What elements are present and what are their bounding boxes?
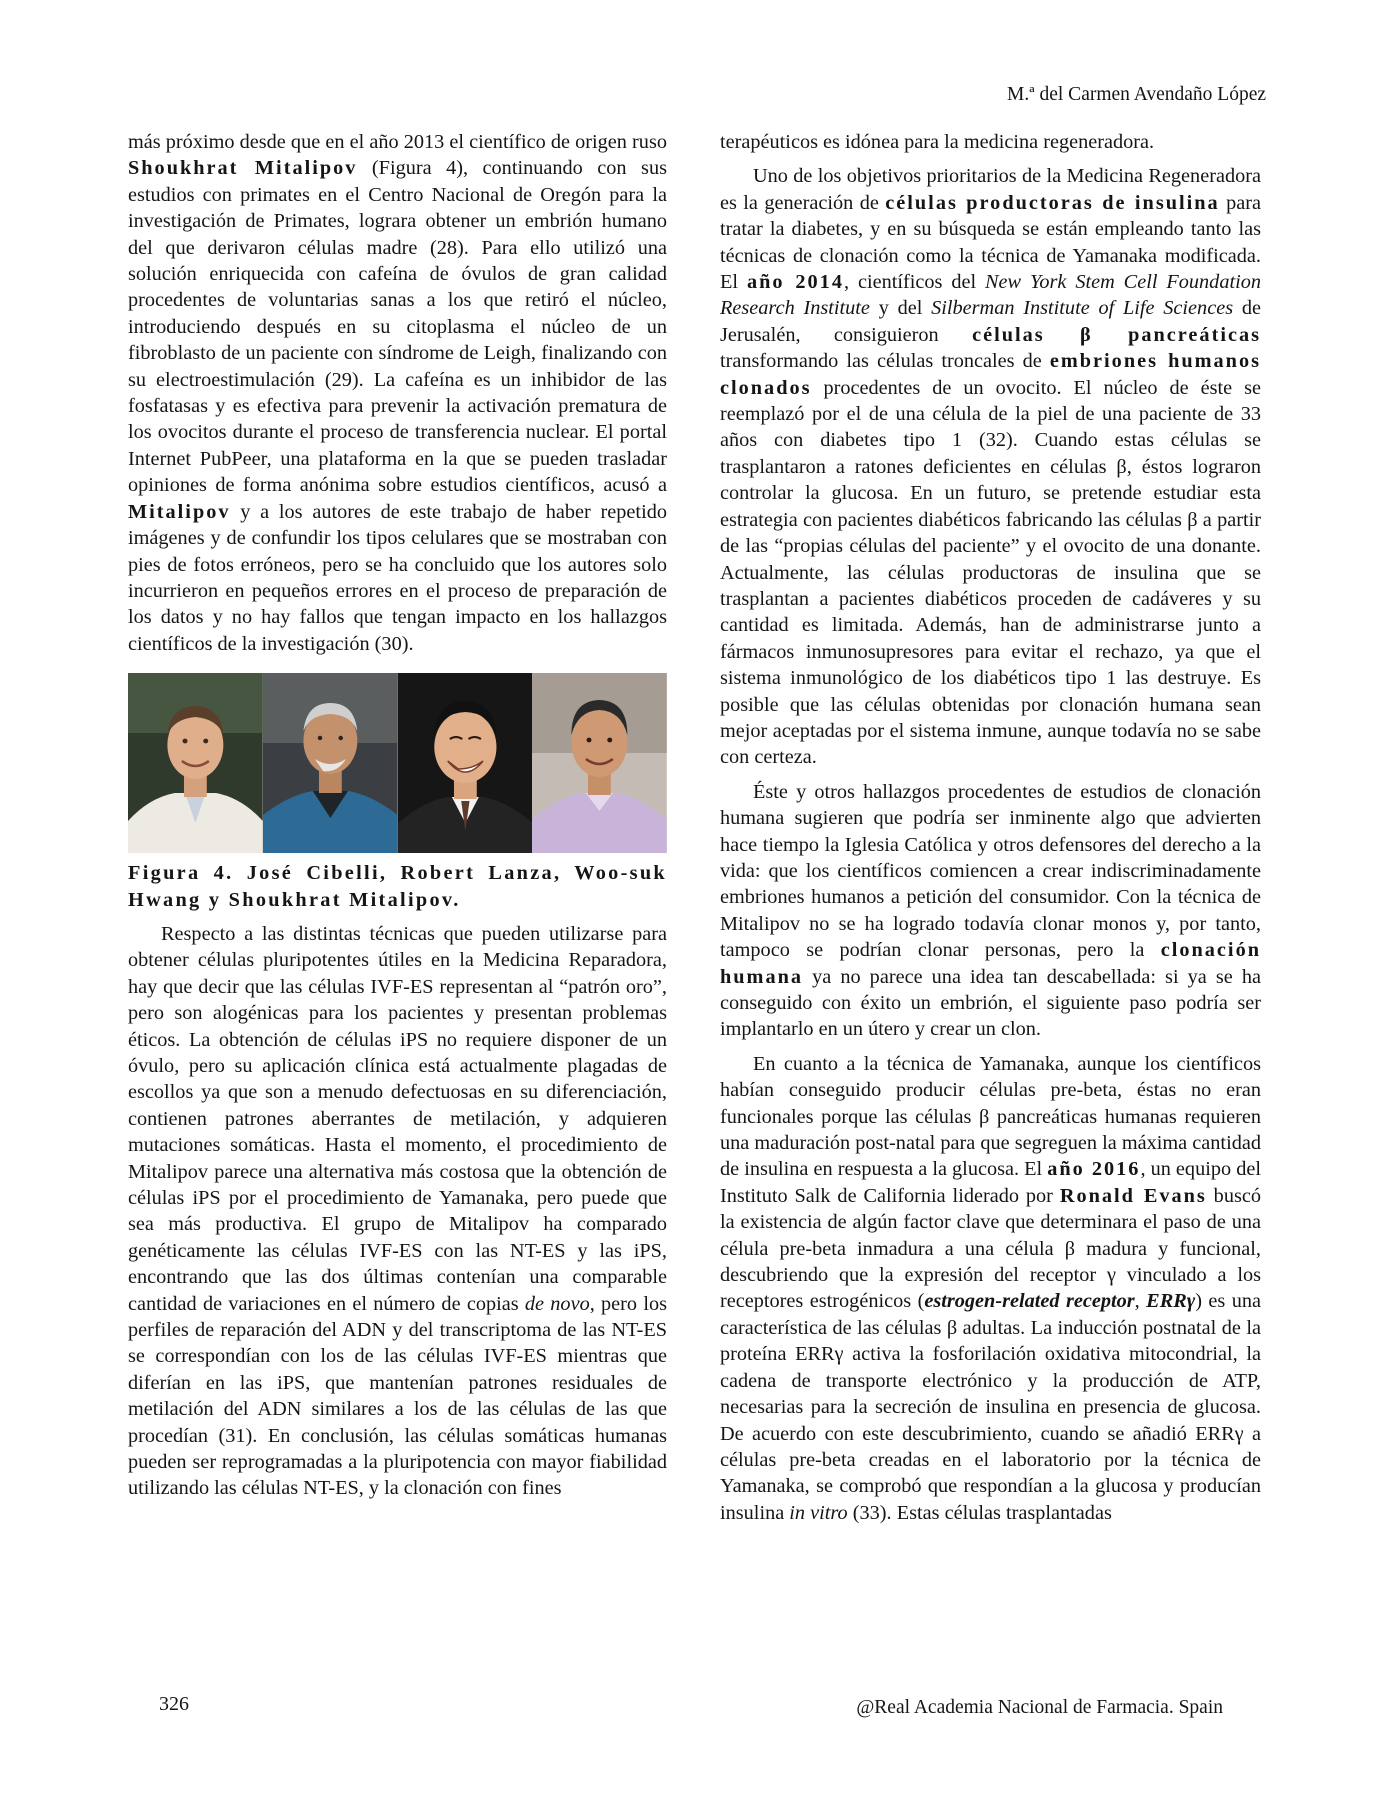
- bold-italic-term: estrogen-related receptor: [924, 1290, 1135, 1313]
- bold-term: Mitalipov: [128, 500, 231, 523]
- italic-term: Silberman Institute of Life Sciences: [931, 297, 1234, 320]
- paragraph: más próximo desde que en el año 2013 el científico de origen ruso Shoukhrat Mitalipov (Figura 4), continuando con sus estudios con primates en el Centro Nacional de Oregón para la investigación de Primates, lograra obtener un embrión humano del que derivaron células madre (28). Para ello utilizó una solución enriquecida con cafeína de óvulos de gran calidad procedentes de voluntarias sanas a los que retiró el núcleo, introduciendo después en su citoplasma el núcleo de un fibroblasto de un paciente con síndrome de Leigh, finalizando con su electroestimulación (29). La cafeína es un inhibidor de las fosfatasas y es efectiva para prevenir la activación prematura de los ovocitos durante el proceso de transferencia nuclear. El portal Internet PubPeer, una plataforma en la que se pueden trasladar opiniones de forma anónima sobre estudios científicos, acusó a Mitalipov y a los autores de este trabajo de haber repetido imágenes y de confundir los tipos celulares que se mostraban con pies de fotos erróneos, pero se ha concluido que los autores solo incurrieron en pequeños errores en el proceso de preparación de los datos y no hay fallos que tengan impacto en los hallazgos científicos de la investigación (30).: [128, 131, 667, 655]
- italic-term: de novo: [524, 1292, 590, 1315]
- paragraph: Uno de los objetivos prioritarios de la Medicina Regeneradora es la generación de células productoras de insulina para tratar la diabetes, y en su búsqueda se están empleando tanto las técnicas de clonación como la técnica de Yamanaka modificada. El año 2014, científicos del New York Stem Cell Foundation Research Institute y del Silberman Institute of Life Sciences de Jerusalén, consiguieron células β pancreáticas transformando las células troncales de embriones humanos clonados procedentes de un ovocito. El núcleo de éste se reemplazó por el de una célula de la piel de una paciente de 33 años con diabetes tipo 1 (32). Cuando estas células se trasplantaron a ratones deficientes en células β, éstos lograron controlar la glucosa. En un futuro, se pretende estudiar esta estrategia con pacientes diabéticos fabricando las células β a partir de las “propias células del paciente” y el ovocito de una donante. Actualmente, las células productoras de insulina que se trasplantan a pacientes diabéticos proceden de cadáveres y su cantidad es limitada. Además, han de administrarse junto a fármacos inmunosupresores para evitar el rechazo, ya que el sistema inmunológico de los diabéticos tipo 1 las destruye. Es posible que las células obtenidas por clonación humana sean mejor aceptadas por el sistema inmune, aunque todavía no se sabe con certeza.: [720, 165, 1262, 769]
- bold-term: Shoukhrat Mitalipov: [128, 157, 358, 180]
- portrait-photo-1: [128, 673, 263, 853]
- bold-term: Ronald Evans: [1059, 1184, 1207, 1207]
- italic-term: in vitro: [789, 1501, 848, 1524]
- page-number: 326: [159, 1693, 189, 1715]
- portrait-photo-2: [263, 673, 398, 853]
- figure-4-photo-strip: [128, 673, 667, 853]
- right-column: [720, 129, 1261, 1526]
- paragraph: Respecto a las distintas técnicas que pueden utilizarse para obtener células pluripotentes útiles en la Medicina Reparadora, hay que decir que las células IVF-ES representan al “patrón oro”, pero son alogénicas para los pacientes y presentan problemas éticos. La obtención de células iPS no requiere disponer de un óvulo, pero su aplicación clínica está actualmente plagadas de escollos ya que son a menudo defectuosas en su diferenciación, contienen patrones aberrantes de metilación, y adquieren mutaciones somáticas. Hasta el momento, el procedimiento de Mitalipov parece una alternativa más costosa que la obtención de células iPS por el procedimiento de Yamanaka, pero puede que sea más productiva. El grupo de Mitalipov ha comparado genéticamente las células IVF-ES con las NT-ES y las iPS, encontrando que las dos últimas contenían una comparable cantidad de variaciones en el número de copias de novo, pero los perfiles de reparación del ADN y del transcriptoma de las NT-ES se correspondían con los de las células IVF-ES mientras que diferían en las iPS, que mantenían patrones residuales de metilación del ADN similares a los de las células de las que procedían (31). En conclusión, las células somáticas humanas pueden ser reprogramadas a la pluripotencia con mayor fiabilidad utilizando las células NT-ES, y la clonación con fines: [128, 922, 667, 1500]
- bold-term: clonación humana: [720, 939, 1261, 988]
- running-head: M.ª del Carmen Avendaño López: [1007, 84, 1266, 105]
- left-column: [128, 129, 667, 1502]
- portrait-photo-4: [532, 673, 667, 853]
- copyright-notice: @Real Academia Nacional de Farmacia. Spain: [856, 1697, 1223, 1718]
- bold-italic-term: ERRγ: [1146, 1290, 1196, 1313]
- bold-term: células β pancreáticas: [972, 323, 1261, 346]
- paragraph: Éste y otros hallazgos procedentes de estudios de clonación humana sugieren que podría ser inminente algo que advierten hace tiempo la Iglesia Católica y otros defensores del derecho a la vida: que los científicos comiencen a crear indiscriminadamente embriones humanos a petición del consumidor. Con la técnica de Mitalipov no se ha logrado todavía clonar monos y, por tanto, tampoco se podrían clonar personas, pero la clonación humana ya no parece una idea tan descabellada: si ya se ha conseguido con éxito un embrión, el siguiente paso podría ser implantarlo en un útero y crear un clon.: [720, 780, 1261, 1041]
- paragraph: terapéuticos es idónea para la medicina regeneradora.: [720, 131, 1155, 153]
- bold-term: año 2016: [1047, 1158, 1141, 1181]
- bold-term: año 2014: [746, 271, 844, 294]
- portrait-photo-3: [398, 673, 533, 853]
- bold-term: células productoras de insulina: [885, 191, 1220, 214]
- italic-term: New York Stem Cell Foundation Research Institute: [720, 271, 1262, 320]
- bold-term: embriones humanos clonados: [720, 350, 1261, 399]
- figure-caption: Figura 4. José Cibelli, Robert Lanza, Woo-suk Hwang y Shoukhrat Mitalipov.: [128, 862, 667, 911]
- paragraph: En cuanto a la técnica de Yamanaka, aunque los científicos habían conseguido producir células pre-beta, éstas no eran funcionales porque las células β pancreáticas humanas requieren una maduración post-natal para que segreguen la máxima cantidad de insulina en respuesta a la glucosa. El año 2016, un equipo del Instituto Salk de California liderado por Ronald Evans buscó la existencia de algún factor clave que determinara el paso de una célula pre-beta inmadura a una célula β madura y funcional, descubriendo que la expresión del receptor γ vinculado a los receptores estrogénicos (estrogen-related receptor, ERRγ) es una característica de las células β adultas. La inducción postnatal de la proteína ERRγ activa la fosforilación oxidativa mitocondrial, la cadena de transporte electrónico y la producción de ATP, necesarias para la secreción de insulina en presencia de glucosa. De acuerdo con este descubrimiento, cuando se añadió ERRγ a células pre-beta creadas en el laboratorio por la técnica de Yamanaka, se comprobó que respondían a la glucosa y producían insulina in vitro (33). Estas células trasplantadas: [720, 1052, 1261, 1524]
